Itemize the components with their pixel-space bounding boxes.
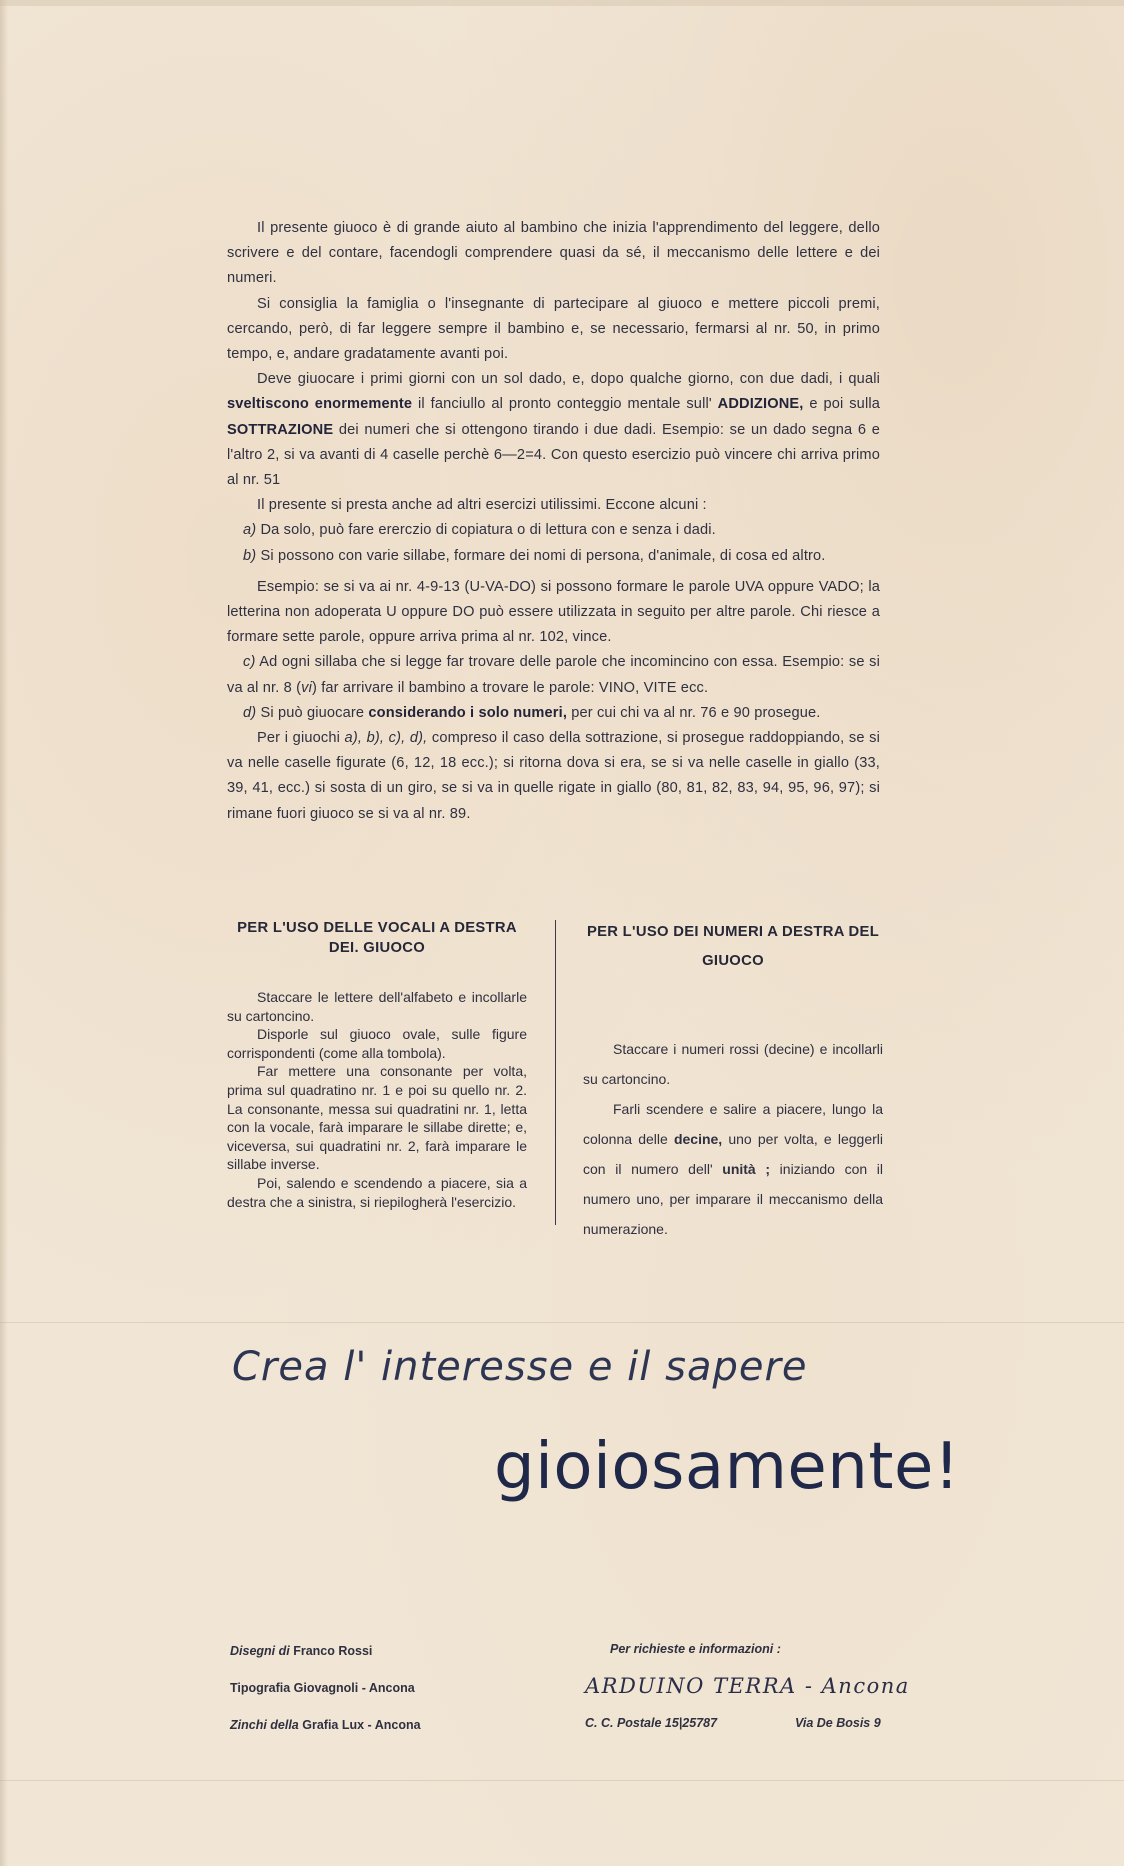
bold-text: SOTTRAZIONE (227, 421, 334, 438)
slogan-line-2: gioiosamente! (494, 1430, 960, 1504)
text-run: ) far arrivare il bambino a trovare le parole: VINO, VITE ecc. (312, 679, 709, 696)
numbers-title: PER L'USO DEI NUMERI A DESTRA DEL GIUOCO (586, 924, 880, 969)
page-fold-left (0, 0, 8, 1866)
vowels-paragraph: Staccare le lettere dell'alfabeto e incollarle su cartoncino. (227, 989, 527, 1024)
item-label: d) (243, 704, 257, 721)
text-run: Ad ogni sillaba che si legge far trovare delle parole che incomincino con essa. Esempio: se si va al nr. 8 ( (227, 654, 880, 696)
instructions-text (227, 216, 880, 827)
item-label: b) (243, 547, 257, 564)
item-label: a) (243, 522, 257, 539)
intro-paragraph: Si consiglia la famiglia o l'insegnante di partecipare al giuoco e mettere piccoli premi, cercando, però, di far leggere sempre il bambino e, se necessario, fermarsi al nr. 50, in primo tempo, e, andare gradatamente avanti poi. (227, 295, 880, 363)
slogan-line-1: Crea l' interesse e il sapere (232, 1344, 808, 1390)
text-run: il fanciullo al pronto conteggio mentale sull' (412, 396, 718, 413)
text-run: Si può giuocare (256, 704, 369, 721)
text-run: e poi sulla (803, 396, 880, 413)
exercise-item-b (227, 544, 880, 569)
bold-text: ADDIZIONE, (717, 396, 804, 413)
credit-label: Disegni di (230, 1644, 290, 1658)
exercise-item-d (227, 701, 880, 726)
page-fold-top (0, 0, 1124, 6)
intro-paragraph: Esempio: se si va ai nr. 4-9-13 (U-VA-DO) si possono formare le parole UVA oppure VADO; la letterina non adoperata U oppure DO può essere utilizzata in seguito per altre parole. Chi riesce a formare sette parole, oppure arriva prima al nr. 102, vince. (227, 578, 880, 646)
credit-name: Grafia Lux - Ancona (298, 1718, 421, 1732)
zinc-credit (230, 1718, 421, 1732)
credit-label: Zinchi della (230, 1718, 299, 1732)
address: Via De Bosis 9 (795, 1716, 881, 1730)
vowels-paragraph: Disporle sul giuoco ovale, sulle figure corrispondenti (come alla tombola). (227, 1026, 527, 1061)
vowels-instructions (227, 918, 527, 1211)
publisher-name: ARDUINO TERRA - Ancona (585, 1674, 910, 1698)
text-run: dei numeri che si ottengono tirando i due dadi. Esempio: se un dado segna 6 e l'altro 2, si va avanti di 4 caselle perchè 6—2=4. Con questo esercizio può vincere chi arriva primo al nr. 51 (227, 421, 880, 489)
bold-text: decine, (673, 1131, 723, 1147)
postal-account: C. C. Postale 15|25787 (585, 1716, 718, 1730)
intro-paragraph (227, 726, 880, 827)
vowels-title: PER L'USO DELLE VOCALI A DESTRA DEI. GIUOCO (237, 920, 517, 956)
bold-text: unità ; (722, 1161, 771, 1177)
credit-name: Franco Rossi (289, 1644, 373, 1658)
intro-paragraph: Il presente si presta anche ad altri esercizi utilissimi. Eccone alcuni : (257, 497, 707, 514)
numbers-body (583, 1034, 883, 1244)
text-run: Farli scendere e salire a piacere, lungo la colonna delle (583, 1101, 883, 1147)
paper-crease (0, 1322, 1124, 1323)
numbers-instructions (583, 918, 883, 1244)
item-label: c) (243, 654, 256, 671)
vowels-paragraph: Far mettere una consonante per volta, prima sul quadratino nr. 1 e poi su quello nr. 2. La consonante, messa sui quadratini nr. 1, letta con la vocale, farà imparare le sillabe dirette; e, viceversa, sui quadratini nr. 2, farà imparare le sillabe inverse. (227, 1063, 527, 1173)
paper-crease (0, 1780, 1124, 1781)
italic-text: vi (301, 679, 312, 696)
text-run: Da solo, può fare ererczio di copiatura o di lettura con e senza i dadi. (256, 522, 716, 539)
intro-paragraph: Il presente giuoco è di grande aiuto al bambino che inizia l'apprendimento del leggere, dello scrivere e del contare, facendogli comprendere quasi da sé, il meccanismo delle lettere e dei numeri. (227, 220, 880, 287)
printer-credit: Tipografia Giovagnoli - Ancona (230, 1681, 415, 1695)
text-run: Deve giuocare i primi giorni con un sol dado, e, dopo qualche giorno, con due dadi, i quali (257, 371, 880, 388)
numbers-paragraph (583, 1094, 883, 1244)
text-run: compreso il caso della sottrazione, si prosegue raddoppiando, se si va nelle caselle figurate (6, 12, 18 ecc.); si ritorna dova si era, se si va nelle caselle in giallo (33, 39, 41, ecc.) si sosta di un giro, se si va in quelle rigate in giallo (80, 81, 82, 83, 94, 95, 96, 97); si rimane fuori giuoco se si va al nr. 89. (227, 730, 881, 822)
intro-paragraph (227, 367, 880, 493)
bold-text: considerando i solo numeri, (368, 704, 568, 721)
text-run: Per i giuochi (257, 730, 345, 747)
vowels-paragraph: Poi, salendo e scendendo a piacere, sia a destra che a sinistra, si riepilogherà l'esercizio. (227, 1174, 527, 1210)
text-run: uno per volta, e leggerli con il numero dell' (583, 1131, 883, 1177)
text-run: iniziando con il numero uno, per imparare il meccanismo della numerazione. (583, 1161, 883, 1237)
numbers-paragraph: Staccare i numeri rossi (decine) e incollarli su cartoncino. (583, 1041, 883, 1087)
vowels-body (227, 988, 527, 1211)
column-divider (555, 920, 556, 1225)
info-label: Per richieste e informazioni : (610, 1642, 781, 1656)
text-run: per cui chi va al nr. 76 e 90 prosegue. (567, 704, 821, 721)
bold-text: sveltiscono enormemente (227, 396, 413, 413)
exercise-item-a (227, 518, 880, 543)
text-run: Si possono con varie sillabe, formare dei nomi di persona, d'animale, di cosa ed altro. (256, 547, 826, 564)
drawings-credit (230, 1644, 372, 1658)
italic-text: a), b), c), d), (344, 730, 428, 747)
exercise-item-c (227, 650, 880, 700)
